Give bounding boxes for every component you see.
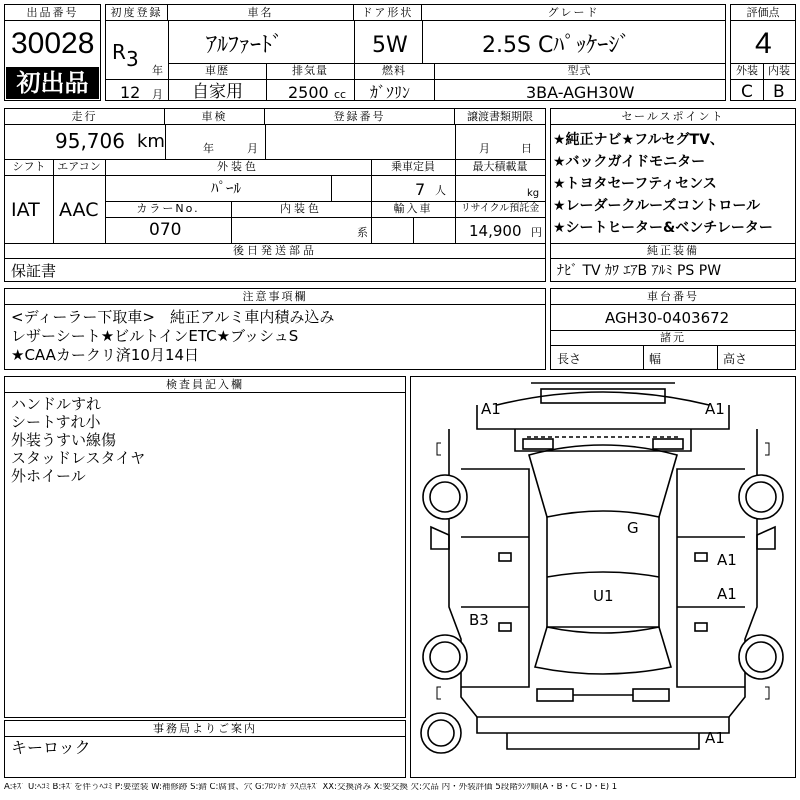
mark-right-front-door: A1 — [717, 551, 737, 569]
mark-right-rear-door: A1 — [717, 585, 737, 603]
int-color-label: 内装色 — [280, 202, 322, 215]
office-label: 事務局よりご案内 — [5, 721, 405, 737]
grade-label: グレード — [422, 5, 725, 21]
length-label: 長さ — [557, 352, 582, 366]
capacity: 7 — [415, 180, 426, 199]
era: R — [112, 40, 126, 64]
inspector-list — [11, 395, 145, 485]
inspector-label: 検査員記入欄 — [5, 377, 405, 393]
inspector-line: 外装うすい線傷 — [11, 431, 117, 449]
first-reg-year: 3 — [126, 47, 139, 71]
mileage: 95,706 — [55, 129, 125, 153]
office-block — [4, 720, 406, 778]
history-label: 車歴 — [205, 64, 229, 77]
inspection-year: 年 — [203, 142, 214, 155]
ac-label: エアコン — [57, 160, 101, 173]
sales-points-list — [553, 129, 795, 239]
sales-points-label: セールスポイント — [551, 109, 795, 125]
sales-point-item: ★レーダークルーズコントロール — [553, 198, 761, 214]
color-label: 外装色 — [217, 160, 259, 173]
ac: AAC — [59, 199, 99, 221]
fuel-label: 燃料 — [382, 64, 406, 77]
import-label: 輸入車 — [393, 202, 433, 215]
mark-front-left: A1 — [481, 400, 501, 418]
displacement: 2500 — [288, 83, 329, 102]
genuine-label: 純正装備 — [551, 243, 795, 259]
exterior-label: 外装 — [736, 64, 758, 77]
notes-block — [4, 288, 546, 370]
recycle-amount: 14,900 — [469, 222, 522, 240]
month-unit: 月 — [152, 88, 163, 101]
inspector-line: ハンドルすれ — [11, 395, 102, 413]
chassis-block — [550, 288, 796, 370]
width-label: 幅 — [649, 352, 662, 366]
later-parts: 保証書 — [11, 262, 57, 280]
color-no-label: カラーNo. — [136, 202, 200, 215]
score-box — [730, 4, 796, 101]
shift: IAT — [11, 199, 40, 221]
inspection-label: 車検 — [165, 109, 265, 125]
color-no: 070 — [149, 220, 182, 240]
notes-list — [11, 308, 334, 365]
note-line: レザーシート★ビルトインETC★ブッシュS — [11, 327, 299, 345]
chassis-number: AGH30-0403672 — [605, 309, 730, 327]
load-unit: kg — [527, 188, 540, 199]
sales-points-block — [550, 108, 796, 282]
displacement-unit: cc — [334, 88, 347, 101]
header-grid — [105, 4, 726, 101]
capacity-label: 乗車定員 — [391, 160, 435, 173]
plate-label: 登録番号 — [265, 109, 455, 125]
sales-point-item: ★シートヒーター&ベンチレーター — [553, 220, 773, 236]
inspector-line: 外ホイール — [11, 467, 86, 485]
recycle-label: リサイクル預託金 — [460, 203, 540, 214]
transfer-label: 譲渡書類期限 — [455, 109, 545, 125]
first-reg-label: 初度登録 — [106, 5, 168, 21]
car-name: ｱﾙﾌｧｰﾄﾞ — [206, 33, 284, 58]
interior-grade: B — [773, 82, 785, 102]
displacement-label: 排気量 — [292, 64, 328, 77]
mileage-unit: km — [137, 131, 165, 152]
lot-number: 30028 — [11, 27, 95, 60]
mark-roof: U1 — [593, 587, 614, 605]
year-unit: 年 — [152, 64, 163, 77]
car-outline-svg — [411, 377, 795, 777]
sales-point-item: ★バックガイドモニター — [553, 154, 706, 170]
first-reg-month: 12 — [120, 83, 141, 102]
mileage-label: 走行 — [5, 109, 165, 125]
inspector-block — [4, 376, 406, 718]
legend: A:ｷｽﾞ U:ﾍｺﾐ B:ｷｽﾞを伴うﾍｺﾐ P:要塗装 W:補修跡 S:錆 C:腐食、穴 G:ﾌﾛﾝﾄｶﾞﾗｽ点ｷｽﾞ XX:交換済み X:要交換 欠:欠品 内・外装評価 5段階ﾗﾝｸ順(A・B・C・D・E) 1 — [4, 783, 618, 792]
inspector-line: スタッドレスタイヤ — [11, 449, 146, 467]
note-line: <ディーラー下取車> 純正アルミ車内積み込み — [11, 308, 335, 326]
door-type: 5W — [372, 33, 408, 58]
color: ﾊﾟｰﾙ — [211, 179, 242, 197]
mark-glass: G — [627, 519, 639, 537]
interior-label: 内装 — [768, 64, 790, 77]
int-color-unit: 系 — [357, 226, 368, 239]
sales-point-item: ★トヨタセーフティセンス — [553, 176, 717, 192]
chassis-label: 車台番号 — [551, 289, 795, 305]
capacity-unit: 人 — [435, 184, 446, 197]
inspection-month: 月 — [247, 142, 258, 155]
score: 4 — [755, 27, 772, 60]
model-label: 型式 — [567, 64, 592, 77]
history: 自家用 — [192, 82, 243, 102]
dims-label: 諸元 — [551, 330, 795, 346]
sales-point-item: ★純正ナビ★フルセグTV、 — [553, 132, 724, 148]
mark-rear: A1 — [705, 729, 725, 747]
mark-front-right: A1 — [705, 400, 725, 418]
fuel: ｶﾞｿﾘﾝ — [370, 83, 411, 102]
lot-number-label: 出品番号 — [5, 5, 100, 21]
notes-label: 注意事項欄 — [5, 289, 545, 305]
exterior-grade: C — [741, 82, 753, 102]
transfer-month: 月 — [479, 142, 490, 155]
genuine-equipment: ﾅﾋﾞ TV ｶﾜ ｴｱB ｱﾙﾐ PS PW — [557, 263, 722, 279]
first-listing-badge: 初出品 — [6, 67, 99, 99]
transfer-day: 日 — [521, 142, 532, 155]
shift-label: シフト — [12, 160, 46, 173]
score-label: 評価点 — [731, 5, 795, 21]
load-label: 最大積載量 — [472, 160, 528, 173]
note-line: ★CAAカークリ済10月14日 — [11, 346, 200, 364]
height-label: 高さ — [723, 352, 748, 366]
inspector-line: シートすれ小 — [11, 413, 101, 431]
office-text: キーロック — [11, 738, 91, 757]
details-block — [4, 108, 546, 282]
lot-number-box — [4, 4, 101, 101]
header-block — [4, 4, 796, 104]
later-parts-label: 後日発送部品 — [5, 243, 545, 259]
recycle-unit: 円 — [531, 226, 542, 239]
door-label: ドア形状 — [354, 5, 422, 21]
grade: 2.5S Cﾊﾟｯｹｰｼﾞ — [482, 33, 631, 58]
car-diagram — [410, 376, 796, 778]
model: 3BA-AGH30W — [526, 83, 635, 102]
mark-left-rear: B3 — [469, 611, 489, 629]
car-name-label: 車名 — [168, 5, 354, 21]
